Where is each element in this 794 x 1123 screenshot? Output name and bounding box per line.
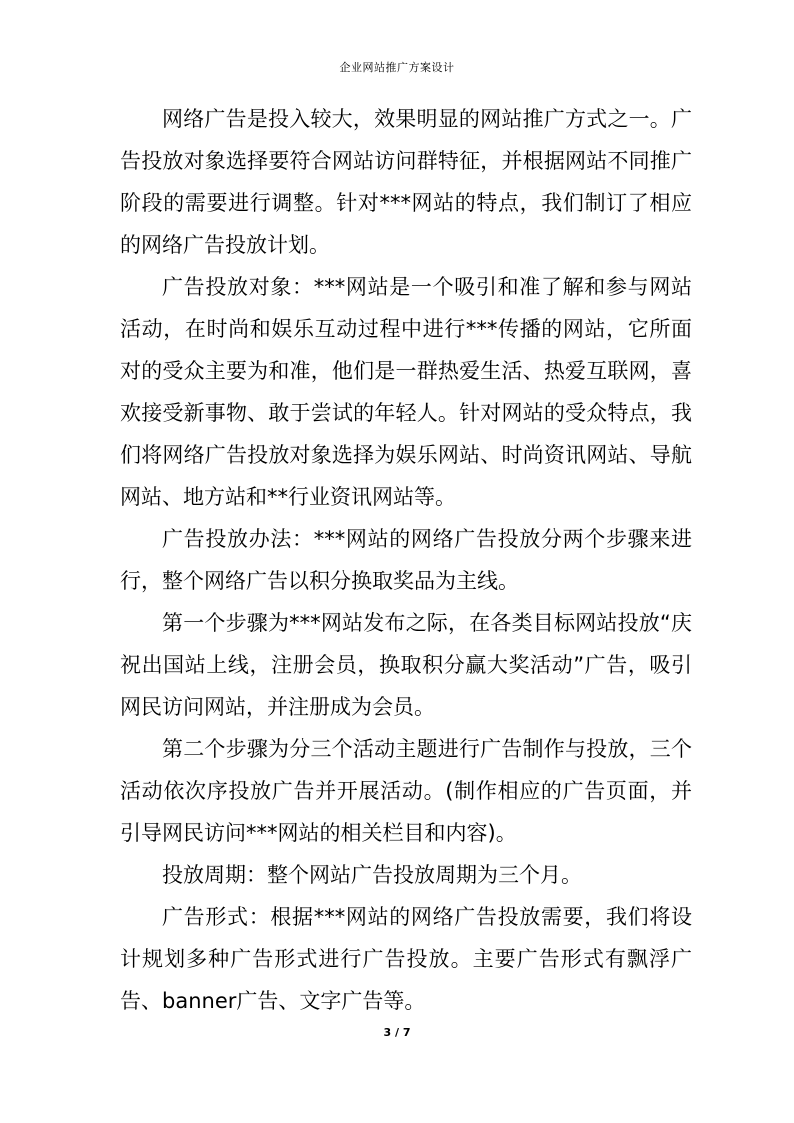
document-body <box>120 98 692 1022</box>
paragraph-ad-method: 广告投放办法：***网站的网络广告投放分两个步骤来进行，整个网络广告以积分换取奖品为主线。 <box>120 527 692 593</box>
paragraph-ad-format: 广告形式：根据***网站的网络广告投放需要，我们将设计规划多种广告形式进行广告投放。主要广告形式有飘浮广告、banner广告、文字广告等。 <box>120 905 692 1013</box>
paragraph-step-one: 第一个步骤为***网站发布之际，在各类目标网站投放“庆祝出国站上线，注册会员，换取积分赢大奖活动”广告，吸引网民访问网站，并注册成为会员。 <box>120 611 692 719</box>
paragraph-intro: 网络广告是投入较大，效果明显的网站推广方式之一。广告投放对象选择要符合网站访问群特征，并根据网站不同推广阶段的需要进行调整。针对***网站的特点，我们制订了相应的网络广告投放计划。 <box>120 107 692 257</box>
paragraph-ad-period: 投放周期：整个网站广告投放周期为三个月。 <box>162 863 582 887</box>
paragraph-step-two: 第二个步骤为分三个活动主题进行广告制作与投放，三个活动依次序投放广告并开展活动。(制作相应的广告页面，并引导网民访问***网站的相关栏目和内容)。 <box>120 737 692 845</box>
paragraph-ad-target: 广告投放对象：***网站是一个吸引和准了解和参与网站活动，在时尚和娱乐互动过程中进行***传播的网站，它所面对的受众主要为和准，他们是一群热爱生活、热爱互联网，喜欢接受新事物、敢于尝试的年轻人。针对网站的受众特点，我们将网络广告投放对象选择为娱乐网站、时尚资讯网站、导航网站、地方站和**行业资讯网站等。 <box>120 275 692 509</box>
page-header: 企业网站推广方案设计 <box>339 61 455 74</box>
page-number: 3 / 7 <box>383 1026 411 1039</box>
